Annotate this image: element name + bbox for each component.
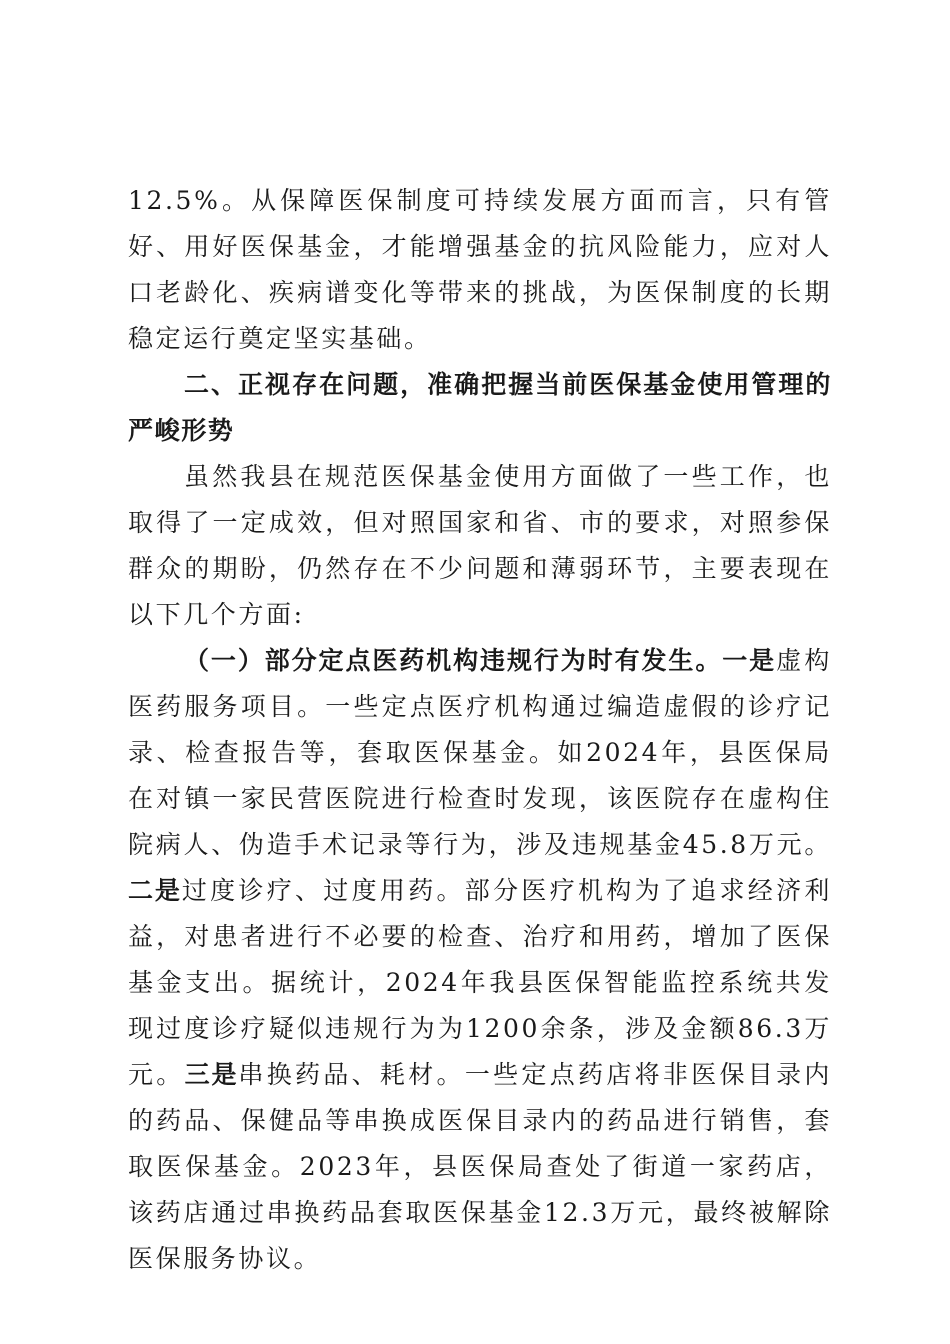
point-3-text: 串换药品、耗材。一些定点药店将非医保目录内的药品、保健品等串换成医保目录内的药品进行销售，套取医保基金。2023年，县医保局查处了街道一家药店，该药店通过串换药品套取医保基金12.3万元，最终被解除医保服务协议。 bbox=[128, 1060, 833, 1273]
paragraph-intro: 虽然我县在规范医保基金使用方面做了一些工作，也取得了一定成效，但对照国家和省、市的要求，对照参保群众的期盼，仍然存在不少问题和薄弱环节，主要表现在以下几个方面: bbox=[128, 462, 832, 629]
point-1-text: 虚构医药服务项目。一些定点医疗机构通过编造虚假的诊疗记录、检查报告等，套取医保基金。如2024年，县医保局在对镇一家民营医院进行检查时发现，该医院存在虚构住院病人、伪造手术记录等行为，涉及违规基金45.8万元。 bbox=[128, 646, 832, 859]
point-2-label: 二是 bbox=[128, 876, 182, 905]
paragraph-continuation: 12.5%。从保障医保制度可持续发展方面而言，只有管好、用好医保基金，才能增强基金的抗风险能力，应对人口老龄化、疾病谱变化等带来的挑战，为医保制度的长期稳定运行奠定坚实基础。 bbox=[128, 186, 832, 353]
subsection-title: （一）部分定点医药机构违规行为时有发生。 bbox=[184, 646, 723, 675]
point-1-label: 一是 bbox=[722, 646, 777, 675]
point-3-label: 三是 bbox=[184, 1060, 239, 1089]
section-heading: 二、正视存在问题，准确把握当前医保基金使用管理的严峻形势 bbox=[128, 370, 832, 445]
subsection-paragraph bbox=[128, 638, 832, 1282]
document-page bbox=[128, 178, 832, 1282]
point-2-text: 过度诊疗、过度用药。部分医疗机构为了追求经济利益，对患者进行不必要的检查、治疗和用药，增加了医保基金支出。据统计，2024年我县医保智能监控系统共发现过度诊疗疑似违规行为为1200余条，涉及金额86.3万元。 bbox=[128, 876, 832, 1089]
